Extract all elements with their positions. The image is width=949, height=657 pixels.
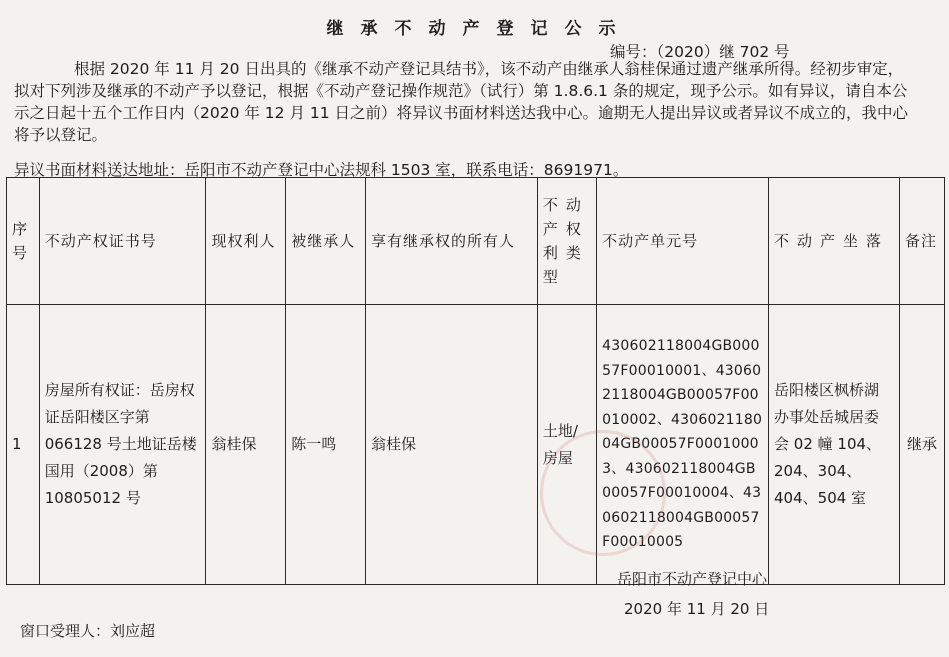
table-header-row [7, 178, 945, 305]
cell-unit: 430602118004GB00057F00010001、430602118004GB00057F00010002、430602118004GB00057F00010003、430602118004GB00057F00010004、430602118004GB00057F00010005 [597, 305, 769, 585]
cell-heir: 陈一鸣 [286, 305, 366, 585]
header-heir: 被继承人 [286, 178, 366, 305]
objection-address: 异议书面材料送达地址：岳阳市不动产登记中心法规科 1503 室，联系电话：8691971。 [14, 161, 629, 179]
cell-owner: 翁桂保 [206, 305, 286, 585]
cell-type: 土地/房屋 [537, 305, 596, 585]
header-unit: 不动产单元号 [597, 178, 769, 305]
header-cert: 不动产权证书号 [39, 178, 206, 305]
header-owner: 现权利人 [206, 178, 286, 305]
cell-note: 继承 [899, 305, 944, 585]
cell-seq: 1 [7, 305, 40, 585]
header-rights: 享有继承权的所有人 [366, 178, 538, 305]
issue-date: 2020 年 11 月 20 日 [624, 600, 770, 618]
issuing-organization: 岳阳市不动产登记中心 [617, 570, 768, 588]
notice-paragraph-text: 根据 2020 年 11 月 20 日出具的《继承不动产登记具结书》，该不动产由继承人翁桂保通过遗产继承所得。经初步审定， 拟对下列涉及继承的不动产予以登记，根据《不动产登记操作规范》（试行）第 1.8.6.1 条的规定，现予公示。如有异议，请自本公示之日起十五个工作日内（2020 年 12 月 11 日之前）将异议书面材料送达我中心。逾期无人提出异议或者异议不成立的，我中心将予以登记。 [14, 60, 909, 144]
header-type: 不动产权利类型 [537, 178, 596, 305]
window-clerk: 窗口受理人：刘应超 [20, 622, 156, 640]
cell-cert: 房屋所有权证：岳房权证岳阳楼区字第 066128 号土地证岳楼国用（2008）第 10805012 号 [39, 305, 206, 585]
header-seq: 序号 [7, 178, 40, 305]
document-number: 编号：（2020）继 702 号 [610, 43, 790, 61]
cell-rights: 翁桂保 [366, 305, 538, 585]
header-note: 备注 [899, 178, 944, 305]
header-location: 不动产坐落 [769, 178, 900, 305]
cell-location: 岳阳楼区枫桥湖办事处岳城居委会 02 幢 104、204、304、404、504 室 [769, 305, 900, 585]
registration-table [6, 177, 945, 585]
document-title: 继承不动产登记公示 [326, 19, 633, 39]
table-row [7, 305, 945, 585]
notice-paragraph [14, 58, 919, 146]
